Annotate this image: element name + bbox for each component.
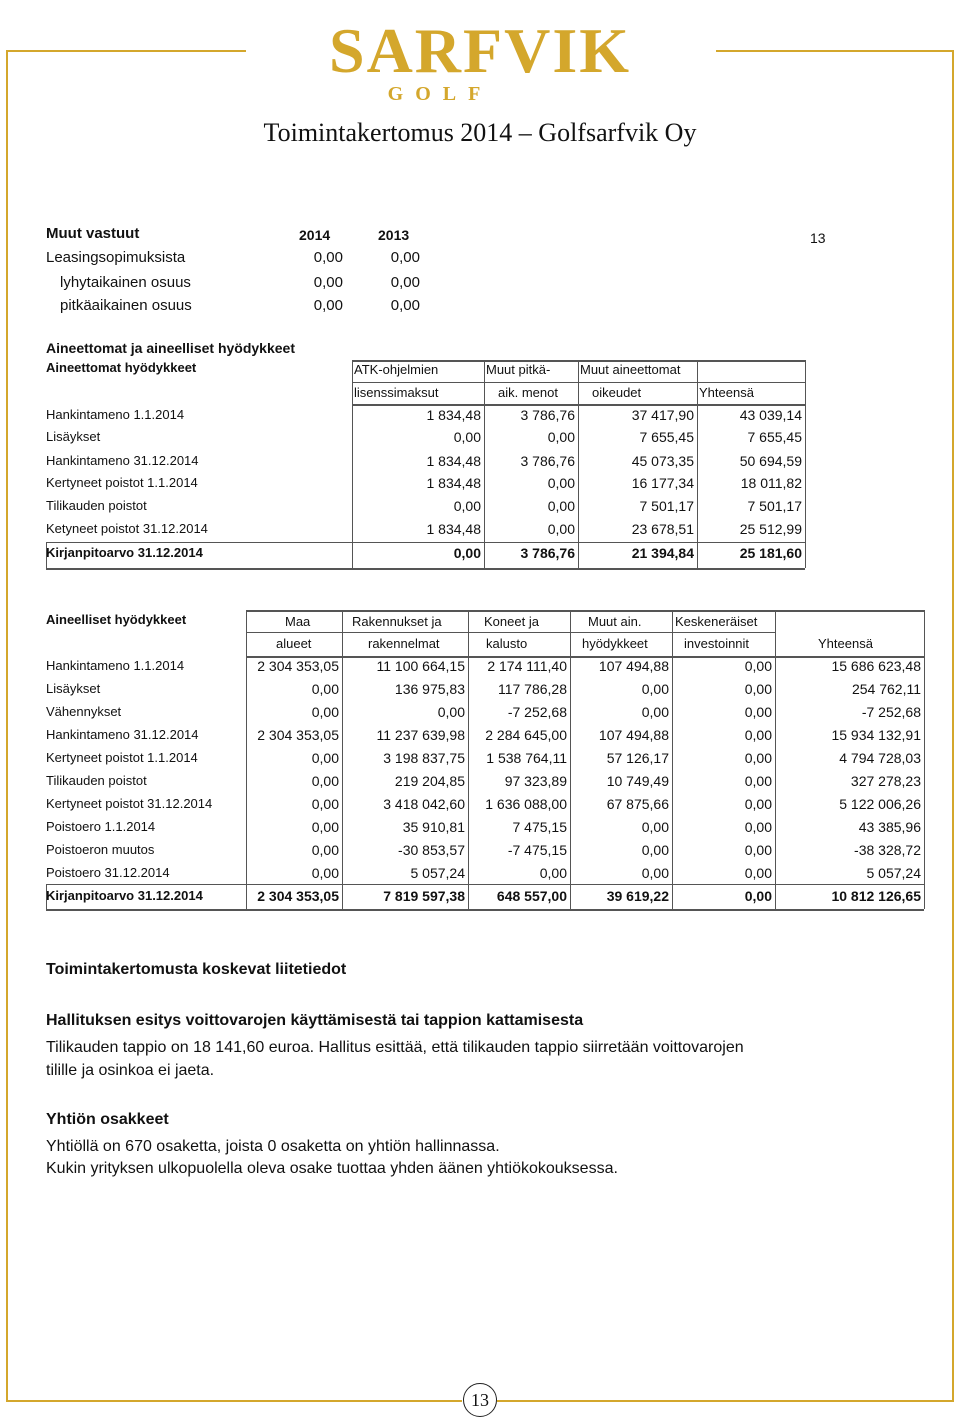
aineelliset-cell: 0,00 (744, 865, 772, 881)
aineettomat-cell: 1 834,48 (426, 475, 481, 491)
aineettomat-heading: Aineettomat hyödykkeet (46, 360, 197, 375)
aineettomat-cell: 21 394,84 (631, 545, 694, 561)
osakkeet-heading: Yhtiön osakkeet (46, 1111, 169, 1128)
aineettomat-cell: 0,00 (453, 545, 481, 561)
aineelliset-col-header: alueet (276, 636, 312, 651)
aineelliset-cell: 0,00 (744, 819, 772, 835)
aineettomat-col-header: Muut aineettomat (580, 362, 681, 377)
aineettomat-cell: 3 786,76 (520, 407, 575, 423)
liitetiedot-heading: Toimintakertomusta koskevat liitetiedot (46, 961, 347, 978)
aineelliset-cell: 10 812 126,65 (831, 888, 921, 904)
aineelliset-cell: 0,00 (641, 819, 669, 835)
aineelliset-col-header: kalusto (486, 636, 528, 651)
page-number-badge: 13 (463, 1383, 497, 1417)
aineelliset-cell: 39 619,22 (606, 888, 669, 904)
aineettomat-cell: 43 039,14 (739, 407, 802, 423)
aineettomat-row-label: Hankintameno 31.12.2014 (46, 453, 199, 468)
aineettomat-grid (46, 568, 805, 570)
aineelliset-cell: 0,00 (311, 681, 339, 697)
aineelliset-cell: 117 786,28 (497, 681, 567, 697)
osakkeet-text-line2: Kukin yrityksen ulkopuolella oleva osake tuottaa yhden äänen yhtiökokouksessa. (46, 1160, 618, 1177)
aineettomat-col-header: aik. menot (498, 385, 558, 400)
aineelliset-cell: 2 174 111,40 (487, 658, 567, 674)
aineettomat-cell: 1 834,48 (426, 453, 481, 469)
aineettomat-aineelliset-heading: Aineettomat ja aineelliset hyödykkeet (46, 340, 295, 356)
aineettomat-grid (46, 542, 805, 543)
scan-page-number: 13 (810, 230, 826, 246)
aineettomat-row-label: Lisäykset (46, 429, 101, 444)
aineelliset-grid (246, 610, 924, 612)
aineelliset-cell: 1 538 764,11 (486, 750, 567, 766)
aineettomat-cell: 0,00 (453, 498, 481, 514)
aineelliset-cell: 3 418 042,60 (383, 796, 465, 812)
value-2013: 0,00 (390, 297, 420, 314)
aineettomat-cell: 23 678,51 (631, 521, 694, 537)
aineelliset-cell: 2 304 353,05 (257, 888, 339, 904)
aineelliset-cell: 5 122 006,26 (839, 796, 921, 812)
aineelliset-cell: 0,00 (744, 773, 772, 789)
value-2014: 0,00 (313, 274, 343, 291)
aineelliset-cell: 0,00 (437, 704, 465, 720)
aineettomat-cell: 16 177,34 (631, 475, 694, 491)
aineettomat-cell: 25 512,99 (739, 521, 802, 537)
aineelliset-cell: 0,00 (641, 865, 669, 881)
aineelliset-row-label: Lisäykset (46, 681, 101, 696)
aineettomat-cell: 3 786,76 (520, 545, 575, 561)
aineelliset-cell: 15 934 132,91 (831, 727, 921, 743)
aineelliset-cell: 107 494,88 (598, 727, 669, 743)
aineelliset-cell: 254 762,11 (851, 681, 921, 697)
aineelliset-grid (246, 632, 776, 633)
aineelliset-cell: 11 237 639,98 (376, 727, 465, 743)
aineelliset-cell: -7 475,15 (507, 842, 567, 858)
aineelliset-cell: 0,00 (744, 658, 772, 674)
aineettomat-cell: 7 501,17 (639, 498, 694, 514)
osakkeet-text-line1: Yhtiöllä on 670 osaketta, joista 0 osaketta on yhtiön hallinnassa. (46, 1138, 500, 1155)
aineettomat-cell: 7 655,45 (747, 429, 802, 445)
aineelliset-cell: 0,00 (641, 681, 669, 697)
aineettomat-cell: 1 834,48 (426, 521, 481, 537)
hallituksen-esitys-heading: Hallituksen esitys voittovarojen käyttämisestä tai tappion kattamisesta (46, 1012, 584, 1029)
aineelliset-col-header: hyödykkeet (582, 636, 648, 651)
aineelliset-cell: 0,00 (641, 704, 669, 720)
aineelliset-cell: 57 126,17 (606, 750, 669, 766)
aineelliset-col-header: investoinnit (684, 636, 750, 651)
aineelliset-cell: 15 686 623,48 (831, 658, 921, 674)
aineelliset-col-header: Yhteensä (818, 636, 873, 651)
aineelliset-heading: Aineelliset hyödykkeet (46, 612, 187, 627)
aineelliset-col-header: rakennelmat (368, 636, 440, 651)
aineelliset-cell: 2 284 645,00 (485, 727, 567, 743)
aineettomat-grid (805, 360, 806, 568)
aineettomat-cell: 0,00 (547, 475, 575, 491)
aineelliset-row-label: Poistoero 1.1.2014 (46, 819, 156, 834)
col-2014-header: 2014 (299, 227, 331, 243)
tappio-text-line2: tilille ja osinkoa ei jaeta. (46, 1062, 215, 1079)
aineelliset-cell: 0,00 (311, 842, 339, 858)
aineelliset-cell: 1 636 088,00 (485, 796, 567, 812)
aineettomat-cell: 0,00 (547, 521, 575, 537)
aineelliset-cell: 0,00 (744, 704, 772, 720)
aineettomat-row-label: Hankintameno 1.1.2014 (46, 407, 185, 422)
aineelliset-cell: 7 475,15 (512, 819, 567, 835)
aineettomat-cell: 50 694,59 (739, 453, 802, 469)
aineettomat-cell: 18 011,82 (740, 475, 802, 491)
aineelliset-grid (46, 884, 924, 885)
muut-vastuut-heading: Muut vastuut (46, 225, 140, 242)
value-2014: 0,00 (313, 297, 343, 314)
aineettomat-cell: 0,00 (453, 429, 481, 445)
aineelliset-cell: 0,00 (311, 750, 339, 766)
aineettomat-row-label: Ketyneet poistot 31.12.2014 (46, 521, 208, 536)
aineettomat-cell: 3 786,76 (520, 453, 575, 469)
aineelliset-cell: 136 975,83 (394, 681, 465, 697)
aineelliset-cell: 4 794 728,03 (839, 750, 921, 766)
aineelliset-cell: 5 057,24 (866, 865, 921, 881)
aineelliset-cell: -30 853,57 (398, 842, 465, 858)
aineelliset-cell: -7 252,68 (861, 704, 921, 720)
logo-brand-text: SARFVIK (328, 15, 632, 86)
aineelliset-cell: 219 204,85 (394, 773, 465, 789)
aineettomat-col-header: ATK-ohjelmien (354, 362, 439, 377)
aineelliset-cell: 648 557,00 (496, 888, 567, 904)
muut-vastuut-label: lyhytaikainen osuus (60, 274, 191, 291)
aineelliset-row-label: Tilikauden poistot (46, 773, 147, 788)
aineelliset-row-label: Poistoero 31.12.2014 (46, 865, 170, 880)
muut-vastuut-label: Leasingsopimuksista (46, 249, 186, 266)
aineelliset-cell: 0,00 (744, 681, 772, 697)
aineelliset-grid (46, 909, 924, 911)
aineelliset-col-header: Rakennukset ja (352, 614, 442, 629)
aineelliset-grid (924, 610, 925, 909)
aineelliset-cell: 5 057,24 (410, 865, 465, 881)
aineelliset-cell: 0,00 (744, 888, 772, 904)
aineelliset-cell: 0,00 (311, 773, 339, 789)
aineelliset-cell: 0,00 (744, 750, 772, 766)
aineettomat-col-header: Muut pitkä- (486, 362, 551, 377)
col-2013-header: 2013 (378, 227, 410, 243)
aineelliset-cell: 0,00 (539, 865, 567, 881)
aineelliset-cell: 11 100 664,15 (376, 658, 465, 674)
tappio-text-line1: Tilikauden tappio on 18 141,60 euroa. Hallitus esittää, että tilikauden tappio siirretään voittovarojen (46, 1039, 744, 1056)
aineelliset-cell: 0,00 (311, 819, 339, 835)
aineelliset-row-label: Kertyneet poistot 1.1.2014 (46, 750, 198, 765)
aineelliset-cell: 107 494,88 (598, 658, 669, 674)
aineettomat-cell: 45 073,35 (631, 453, 694, 469)
value-2013: 0,00 (390, 249, 420, 266)
aineettomat-row-label: Kirjanpitoarvo 31.12.2014 (46, 545, 203, 560)
aineelliset-cell: 43 385,96 (858, 819, 921, 835)
aineelliset-cell: 2 304 353,05 (257, 727, 339, 743)
aineettomat-cell: 7 655,45 (639, 429, 694, 445)
aineelliset-cell: 327 278,23 (850, 773, 921, 789)
aineelliset-cell: 0,00 (641, 842, 669, 858)
aineelliset-cell: -7 252,68 (507, 704, 567, 720)
value-2013: 0,00 (390, 274, 420, 291)
aineelliset-cell: 0,00 (744, 727, 772, 743)
aineelliset-cell: 0,00 (311, 865, 339, 881)
aineelliset-cell: -38 328,72 (854, 842, 921, 858)
aineettomat-row-label: Kertyneet poistot 1.1.2014 (46, 475, 198, 490)
aineelliset-cell: 35 910,81 (402, 819, 465, 835)
aineelliset-col-header: Muut ain. (588, 614, 642, 629)
aineettomat-cell: 25 181,60 (739, 545, 802, 561)
aineelliset-cell: 0,00 (311, 704, 339, 720)
aineelliset-row-label: Poistoeron muutos (46, 842, 155, 857)
aineelliset-col-header: Keskeneräiset (675, 614, 758, 629)
aineelliset-cell: 0,00 (311, 796, 339, 812)
aineettomat-col-header: Yhteensä (699, 385, 754, 400)
aineelliset-cell: 2 304 353,05 (257, 658, 339, 674)
aineelliset-row-label: Hankintameno 1.1.2014 (46, 658, 185, 673)
aineettomat-col-header: lisenssimaksut (354, 385, 439, 400)
muut-vastuut-label: pitkäaikainen osuus (60, 297, 192, 314)
aineelliset-row-label: Vähennykset (46, 704, 122, 719)
aineelliset-col-header: Maa (285, 614, 311, 629)
aineelliset-col-header: Koneet ja (484, 614, 539, 629)
logo-sub-text: GOLF (387, 83, 493, 104)
aineelliset-cell: 67 875,66 (606, 796, 669, 812)
aineettomat-cell: 0,00 (547, 429, 575, 445)
aineelliset-row-label: Kertyneet poistot 31.12.2014 (46, 796, 213, 811)
aineelliset-cell: 0,00 (744, 796, 772, 812)
aineettomat-cell: 1 834,48 (426, 407, 481, 423)
aineelliset-row-label: Hankintameno 31.12.2014 (46, 727, 199, 742)
aineettomat-cell: 0,00 (547, 498, 575, 514)
aineelliset-cell: 3 198 837,75 (383, 750, 465, 766)
aineettomat-cell: 37 417,90 (631, 407, 694, 423)
aineelliset-row-label: Kirjanpitoarvo 31.12.2014 (46, 888, 203, 903)
aineelliset-cell: 0,00 (744, 842, 772, 858)
aineelliset-cell: 10 749,49 (606, 773, 669, 789)
aineettomat-cell: 7 501,17 (747, 498, 802, 514)
value-2014: 0,00 (313, 249, 343, 266)
aineelliset-cell: 97 323,89 (504, 773, 567, 789)
aineelliset-cell: 7 819 597,38 (383, 888, 465, 904)
document-title: Toimintakertomus 2014 – Golfsarfvik Oy (263, 118, 697, 147)
aineettomat-col-header: oikeudet (592, 385, 642, 400)
aineettomat-row-label: Tilikauden poistot (46, 498, 147, 513)
